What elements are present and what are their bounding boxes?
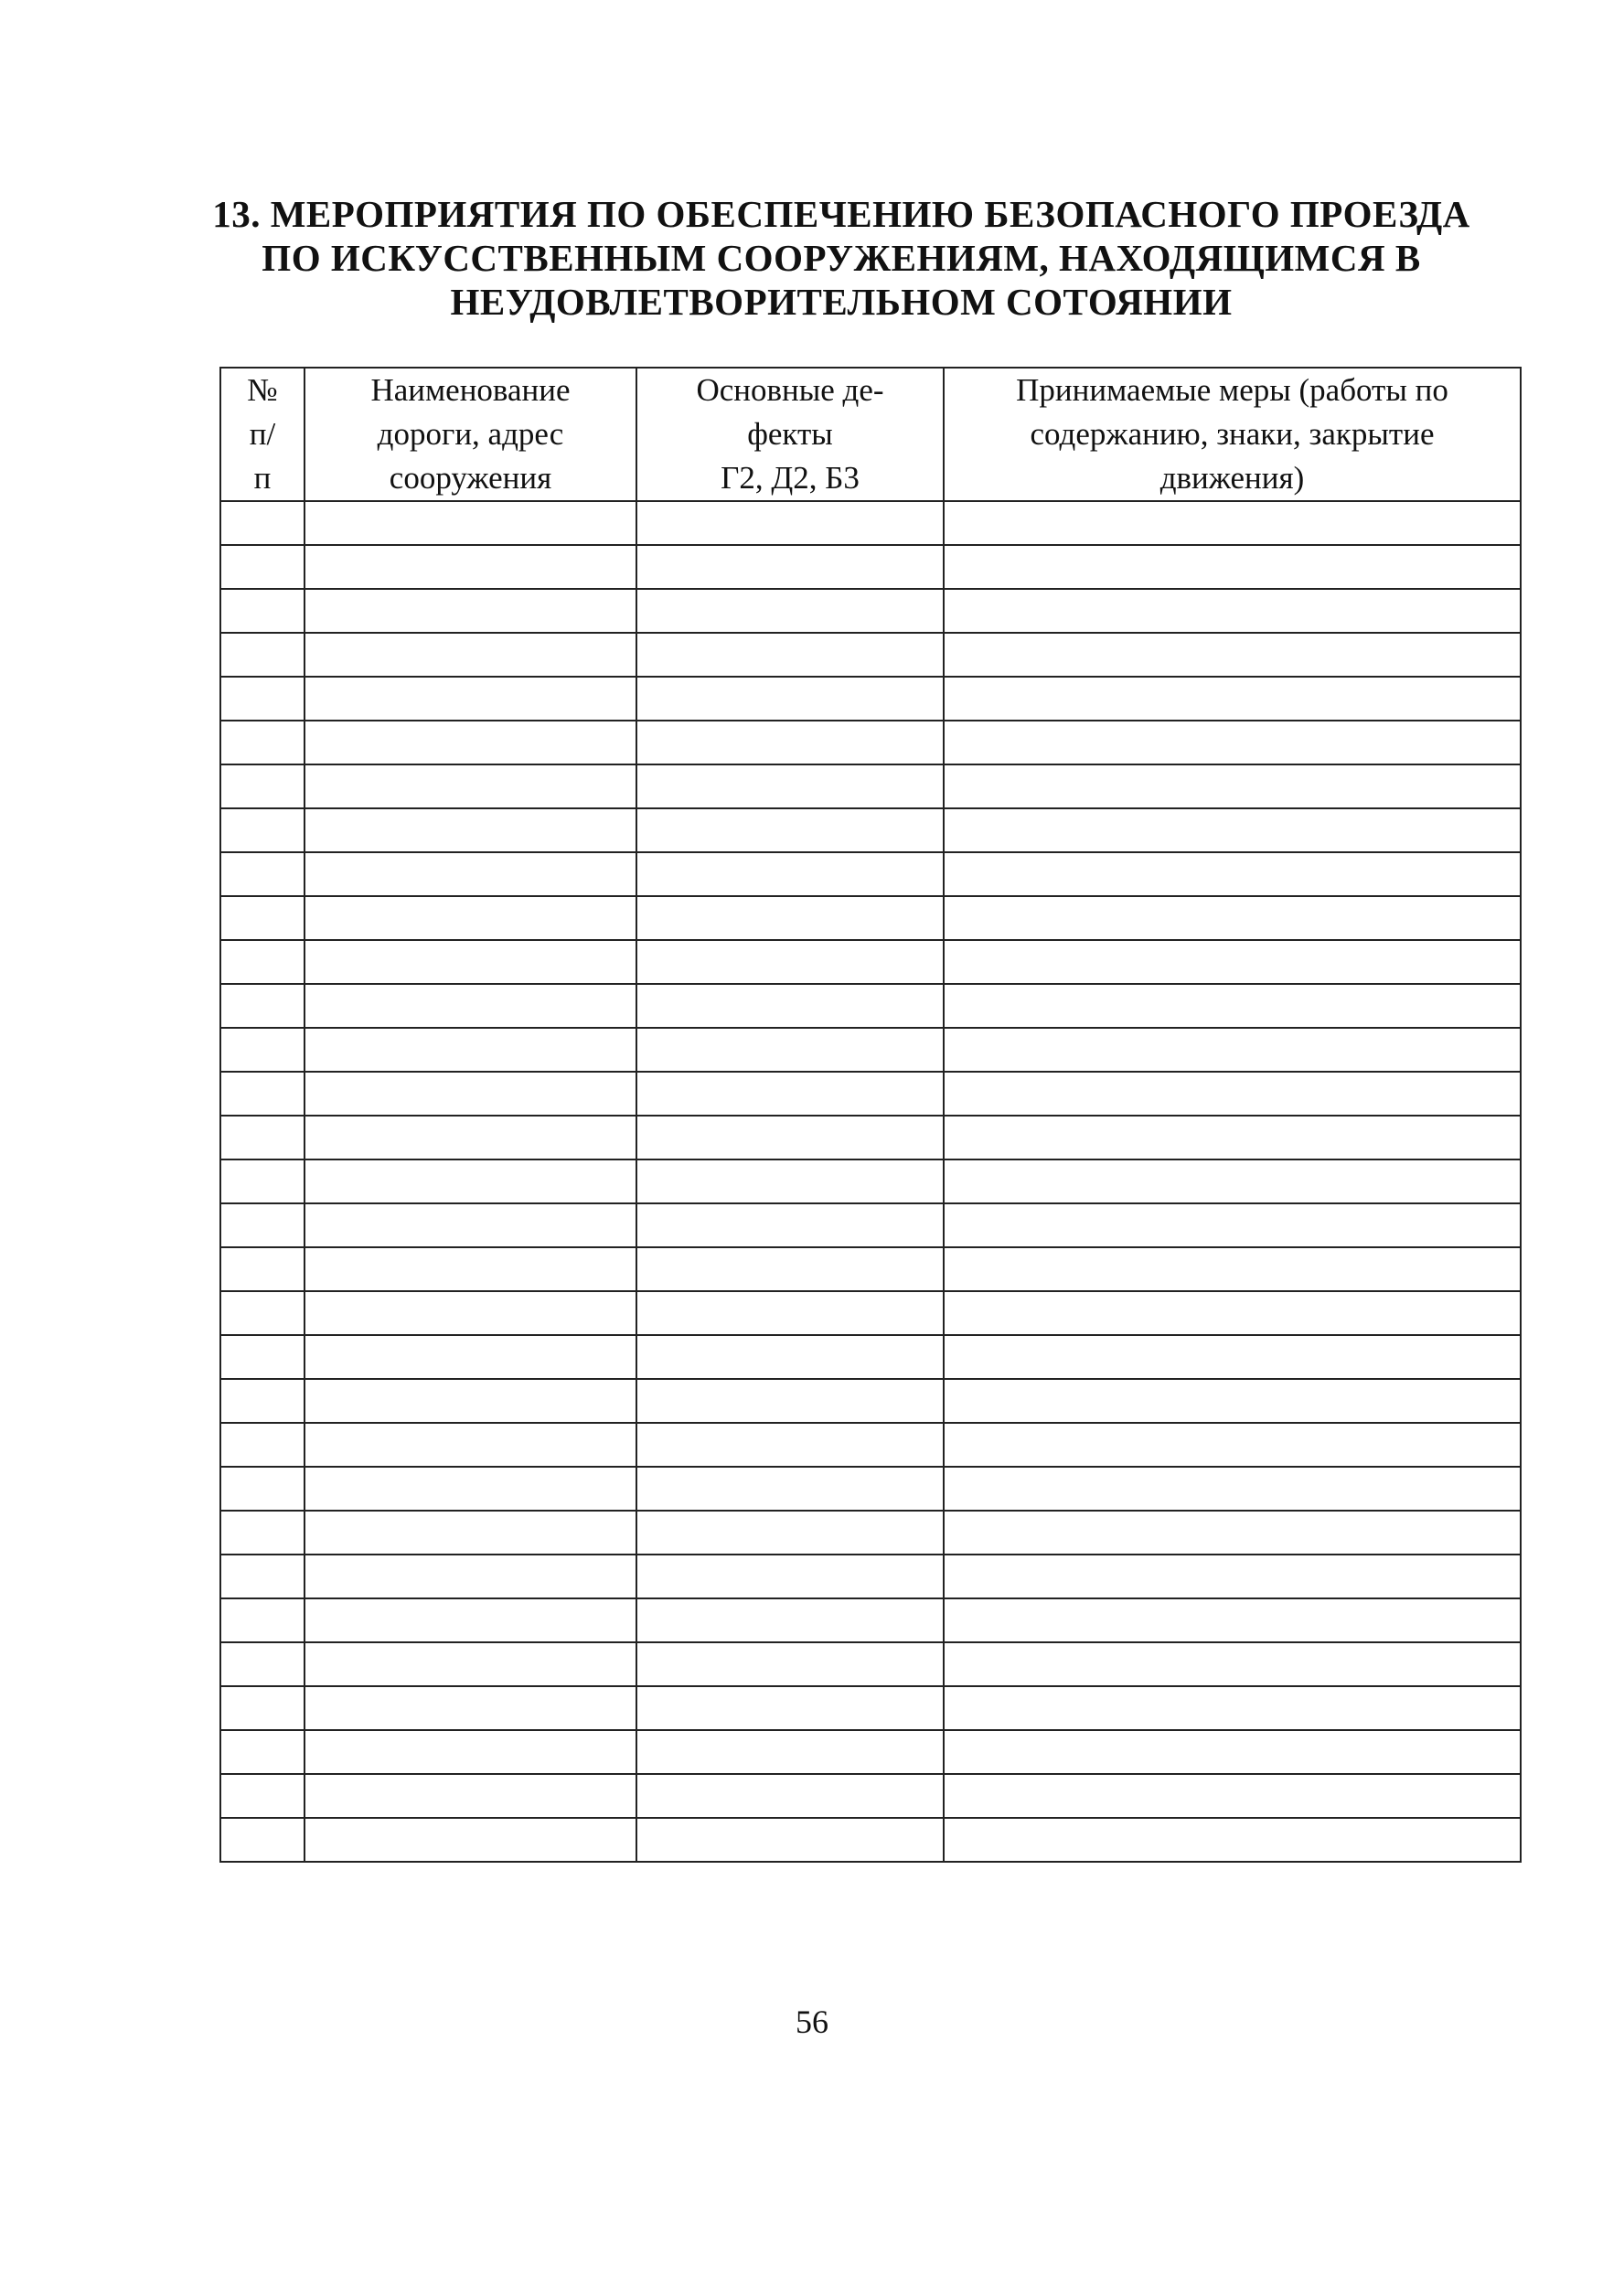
table-cell xyxy=(944,677,1521,721)
table-cell xyxy=(944,1818,1521,1862)
table-cell xyxy=(220,545,304,589)
table-cell xyxy=(304,1818,636,1862)
table-row xyxy=(220,1467,1521,1511)
table-row xyxy=(220,721,1521,764)
table-cell xyxy=(304,1467,636,1511)
table-row xyxy=(220,1774,1521,1818)
table-cell xyxy=(220,1028,304,1072)
table-cell xyxy=(636,1291,944,1335)
table-cell xyxy=(944,1642,1521,1686)
table-cell xyxy=(220,1467,304,1511)
table-cell xyxy=(304,1686,636,1730)
table-cell xyxy=(636,764,944,808)
table-cell xyxy=(220,501,304,545)
table-cell xyxy=(220,1555,304,1598)
table-cell xyxy=(636,1686,944,1730)
table-cell xyxy=(944,896,1521,940)
table-row xyxy=(220,1598,1521,1642)
table-row xyxy=(220,1379,1521,1423)
table-row xyxy=(220,852,1521,896)
table-cell xyxy=(944,721,1521,764)
header-road-name: Наименование дороги, адрес сооружения xyxy=(304,368,636,501)
table-cell xyxy=(304,721,636,764)
table-cell xyxy=(636,1116,944,1159)
table-cell xyxy=(636,677,944,721)
table-cell xyxy=(304,545,636,589)
table-cell xyxy=(636,984,944,1028)
table-cell xyxy=(636,589,944,633)
table-cell xyxy=(220,1159,304,1203)
table-row xyxy=(220,1247,1521,1291)
table-cell xyxy=(220,1379,304,1423)
table-cell xyxy=(220,589,304,633)
table-row xyxy=(220,1511,1521,1555)
table-cell xyxy=(220,1686,304,1730)
table-cell xyxy=(944,984,1521,1028)
table-cell xyxy=(304,764,636,808)
table-cell xyxy=(636,1203,944,1247)
table-cell xyxy=(304,1203,636,1247)
table-cell xyxy=(304,940,636,984)
header-number: № п/ п xyxy=(220,368,304,501)
table-cell xyxy=(304,1335,636,1379)
table-cell xyxy=(944,1774,1521,1818)
table-cell xyxy=(220,852,304,896)
table-cell xyxy=(944,633,1521,677)
table-cell xyxy=(304,501,636,545)
header-measures: Принимаемые меры (работы по содержанию, знаки, закрытие движения) xyxy=(944,368,1521,501)
table-cell xyxy=(304,1159,636,1203)
table-cell xyxy=(944,1511,1521,1555)
table-row xyxy=(220,545,1521,589)
table-cell xyxy=(304,1730,636,1774)
table-cell xyxy=(636,1730,944,1774)
table-cell xyxy=(636,721,944,764)
table-cell xyxy=(304,1291,636,1335)
table-cell xyxy=(636,1511,944,1555)
table-row xyxy=(220,1159,1521,1203)
table-cell xyxy=(220,896,304,940)
table-cell xyxy=(636,1555,944,1598)
table-cell xyxy=(636,1159,944,1203)
table-cell xyxy=(220,1730,304,1774)
table-row xyxy=(220,1686,1521,1730)
table-cell xyxy=(220,1598,304,1642)
table-cell xyxy=(944,1116,1521,1159)
table-cell xyxy=(220,1247,304,1291)
table-row xyxy=(220,1555,1521,1598)
table-cell xyxy=(636,1379,944,1423)
table-row xyxy=(220,896,1521,940)
table-cell xyxy=(304,677,636,721)
table-row xyxy=(220,940,1521,984)
table-cell xyxy=(944,1072,1521,1116)
table-cell xyxy=(220,984,304,1028)
table-cell xyxy=(636,1028,944,1072)
table-header-row xyxy=(220,368,1521,501)
table-cell xyxy=(944,1555,1521,1598)
table-cell xyxy=(944,1291,1521,1335)
table-cell xyxy=(944,1686,1521,1730)
table-cell xyxy=(304,984,636,1028)
table-cell xyxy=(636,1072,944,1116)
table-cell xyxy=(304,1423,636,1467)
table-cell xyxy=(304,852,636,896)
table-cell xyxy=(944,764,1521,808)
table-row xyxy=(220,1203,1521,1247)
table-cell xyxy=(944,1598,1521,1642)
table-cell xyxy=(220,1511,304,1555)
table-cell xyxy=(636,1335,944,1379)
table-row xyxy=(220,1291,1521,1335)
table-cell xyxy=(304,633,636,677)
table-cell xyxy=(304,1072,636,1116)
table-cell xyxy=(304,1247,636,1291)
table-cell xyxy=(304,1511,636,1555)
table-cell xyxy=(636,852,944,896)
title-line-2: ПО ИСКУССТВЕННЫМ СООРУЖЕНИЯМ, НАХОДЯЩИМСЯ В xyxy=(262,237,1421,279)
table-cell xyxy=(944,808,1521,852)
table-row xyxy=(220,808,1521,852)
table-cell xyxy=(304,1028,636,1072)
table-cell xyxy=(220,808,304,852)
table-cell xyxy=(636,1423,944,1467)
table-cell xyxy=(636,1818,944,1862)
table-cell xyxy=(944,1379,1521,1423)
table-cell xyxy=(636,940,944,984)
table-cell xyxy=(220,1818,304,1862)
table-cell xyxy=(220,1203,304,1247)
table-cell xyxy=(220,1642,304,1686)
table-cell xyxy=(944,1028,1521,1072)
table-cell xyxy=(220,633,304,677)
table-cell xyxy=(944,852,1521,896)
table-cell xyxy=(220,1072,304,1116)
table-row xyxy=(220,589,1521,633)
table-cell xyxy=(220,940,304,984)
table-cell xyxy=(220,721,304,764)
table-cell xyxy=(220,764,304,808)
table-cell xyxy=(220,1116,304,1159)
table-cell xyxy=(944,1730,1521,1774)
table-row xyxy=(220,501,1521,545)
table-cell xyxy=(304,896,636,940)
table-cell xyxy=(220,1335,304,1379)
table-body xyxy=(220,501,1521,1862)
table-cell xyxy=(220,1291,304,1335)
table-cell xyxy=(944,589,1521,633)
table-row xyxy=(220,677,1521,721)
table-cell xyxy=(304,1116,636,1159)
table-cell xyxy=(636,1774,944,1818)
title-line-3: НЕУДОВЛЕТВОРИТЕЛЬНОМ СОТОЯНИИ xyxy=(450,281,1233,323)
table-cell xyxy=(944,1203,1521,1247)
table-row xyxy=(220,1642,1521,1686)
table-cell xyxy=(304,1555,636,1598)
table-cell xyxy=(304,1642,636,1686)
table-row xyxy=(220,764,1521,808)
table-cell xyxy=(636,633,944,677)
table-row xyxy=(220,1730,1521,1774)
table-cell xyxy=(636,896,944,940)
measures-table xyxy=(219,367,1522,1863)
table-cell xyxy=(944,940,1521,984)
table-cell xyxy=(636,1247,944,1291)
table-cell xyxy=(636,808,944,852)
table-row xyxy=(220,1818,1521,1862)
table-cell xyxy=(304,1598,636,1642)
header-defects: Основные де- фекты Г2, Д2, Б3 xyxy=(636,368,944,501)
table-cell xyxy=(944,1467,1521,1511)
table-cell xyxy=(944,1423,1521,1467)
table-row xyxy=(220,1423,1521,1467)
table-cell xyxy=(944,545,1521,589)
table-cell xyxy=(636,1467,944,1511)
table-cell xyxy=(944,501,1521,545)
table-cell xyxy=(220,1423,304,1467)
table-cell xyxy=(636,545,944,589)
table-cell xyxy=(944,1335,1521,1379)
table-cell xyxy=(304,1379,636,1423)
title-line-1: 13. МЕРОПРИЯТИЯ ПО ОБЕСПЕЧЕНИЮ БЕЗОПАСНОГО ПРОЕЗДА xyxy=(212,193,1470,235)
table-cell xyxy=(636,1598,944,1642)
table-cell xyxy=(636,1642,944,1686)
table-cell xyxy=(944,1159,1521,1203)
table-cell xyxy=(944,1247,1521,1291)
table-cell xyxy=(304,589,636,633)
table-row xyxy=(220,1116,1521,1159)
table-cell xyxy=(220,1774,304,1818)
table-cell xyxy=(220,677,304,721)
table-cell xyxy=(304,808,636,852)
table-row xyxy=(220,1028,1521,1072)
table-row xyxy=(220,1072,1521,1116)
table-row xyxy=(220,984,1521,1028)
table-cell xyxy=(636,501,944,545)
table-row xyxy=(220,633,1521,677)
document-title xyxy=(165,192,1518,324)
table-cell xyxy=(304,1774,636,1818)
page-number: 56 xyxy=(796,2004,828,2040)
table-row xyxy=(220,1335,1521,1379)
